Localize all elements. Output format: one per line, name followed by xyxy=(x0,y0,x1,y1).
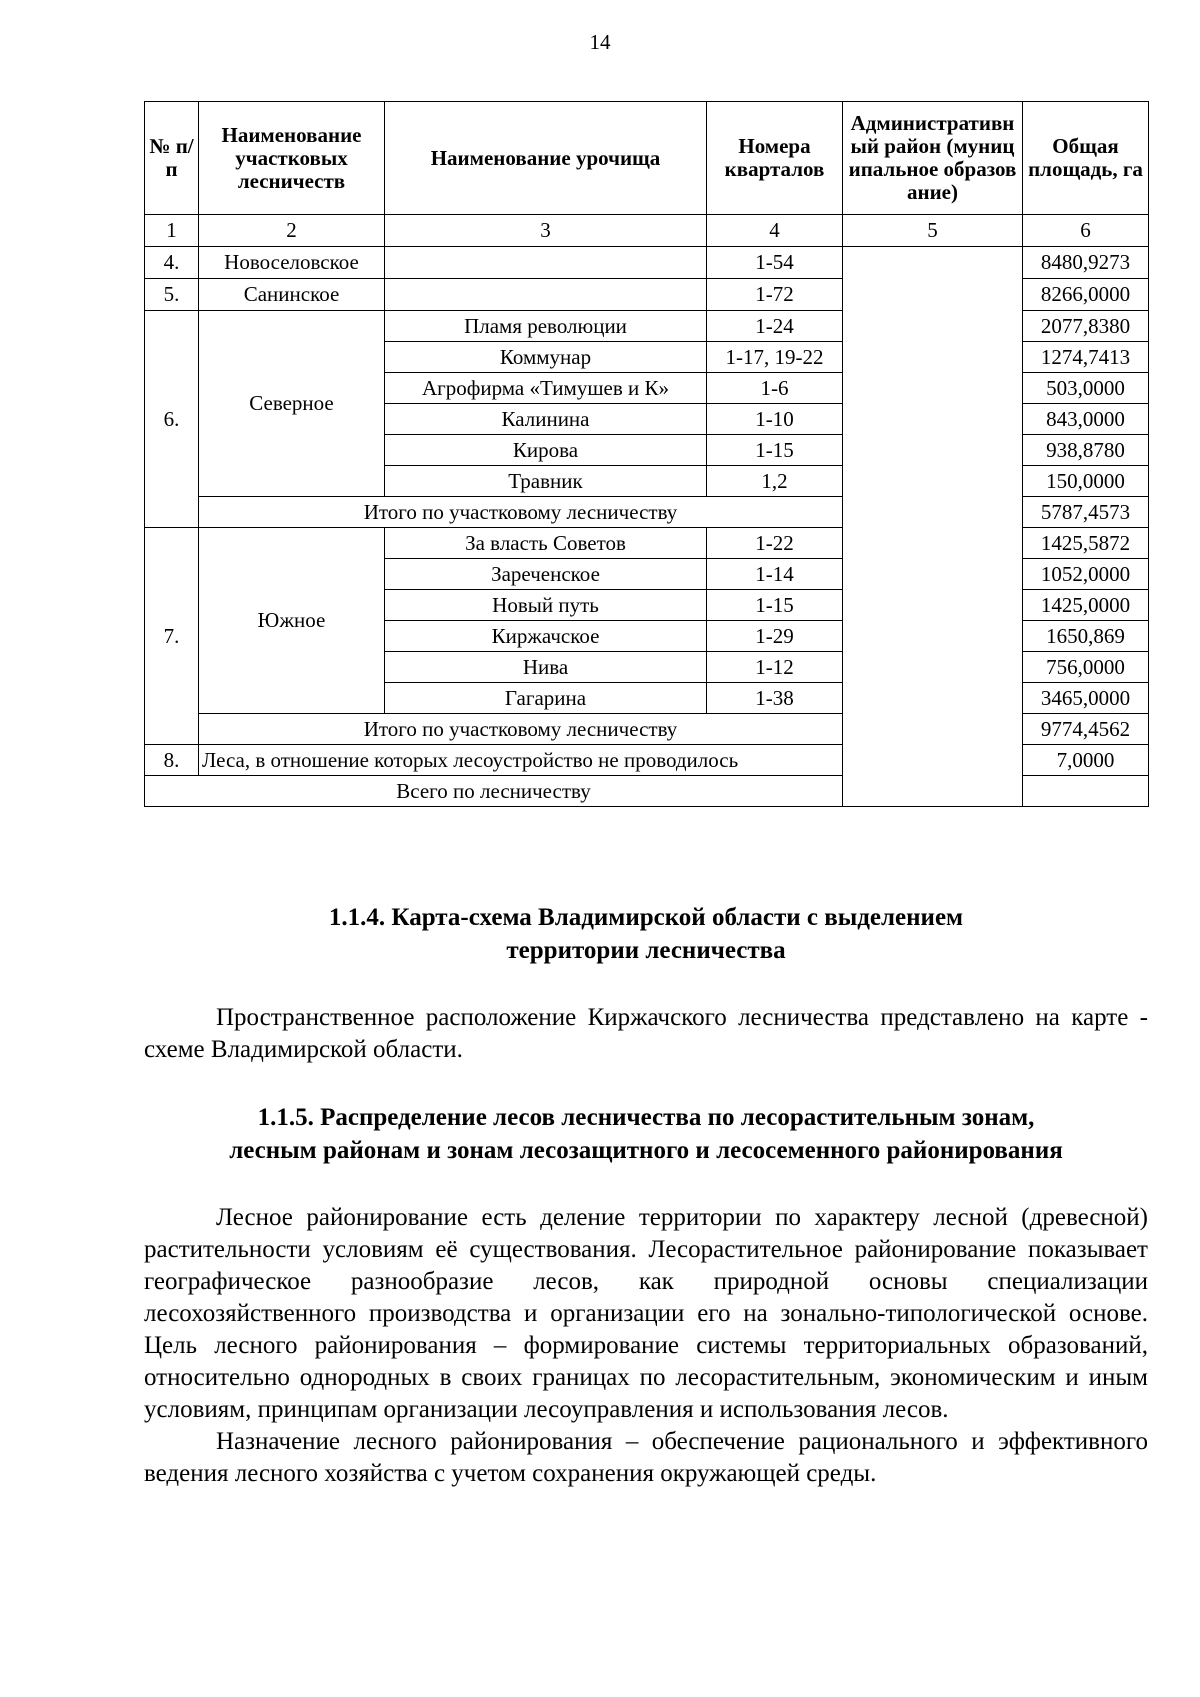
tract-name: Агрофирма «Тимушев и К» xyxy=(385,373,707,404)
area: 1425,5872 xyxy=(1023,528,1149,559)
column-number: 2 xyxy=(199,215,385,247)
area: 8266,0000 xyxy=(1023,279,1149,311)
page-number: 14 xyxy=(589,30,611,54)
paragraph: Назначение лесного районирования – обеспечение рационального и эффективного ведения лесного хозяйства с учетом сохранения окружающей среды. xyxy=(144,1428,1148,1487)
column-number-row xyxy=(145,215,1149,247)
quarters: 1,2 xyxy=(707,466,843,497)
header-district-forestry: Наименование участковых лесничеств xyxy=(199,102,385,215)
area: 1052,0000 xyxy=(1023,559,1149,590)
tract-name: Пламя революции xyxy=(385,311,707,342)
quarters: 1-12 xyxy=(707,652,843,683)
section-114-heading: 1.1.4. Карта-схема Владимирской области с выделением территории лесничества xyxy=(328,904,964,964)
area: 3465,0000 xyxy=(1023,683,1149,714)
grand-total-admin xyxy=(1023,776,1149,807)
section-114-paragraph: Пространственное расположение Киржачского лесничества представлено на карте - схеме Владимирской области. xyxy=(144,1004,1148,1063)
area: 1274,7413 xyxy=(1023,342,1149,373)
table-row xyxy=(145,247,1149,279)
grand-total-label: Всего по лесничеству xyxy=(145,776,843,807)
quarters: 1-38 xyxy=(707,683,843,714)
quarters: 1-29 xyxy=(707,621,843,652)
area: 938,8780 xyxy=(1023,435,1149,466)
subtotal-area: 5787,4573 xyxy=(1023,497,1149,528)
area: 150,0000 xyxy=(1023,466,1149,497)
quarters: 1-15 xyxy=(707,590,843,621)
tract-name: Киржачское xyxy=(385,621,707,652)
quarters: 1-6 xyxy=(707,373,843,404)
tract-name: Нива xyxy=(385,652,707,683)
tract-name: Гагарина xyxy=(385,683,707,714)
tract-name xyxy=(385,247,707,279)
column-number: 3 xyxy=(385,215,707,247)
quarters: 1-15 xyxy=(707,435,843,466)
admin-district-cell xyxy=(843,247,1023,807)
forestry-name: Новоселовское xyxy=(199,247,385,279)
area: 8480,9273 xyxy=(1023,247,1149,279)
header-quarters: Номера кварталов xyxy=(707,102,843,215)
paragraph: Лесное районирование есть деление территории по характеру лесной (древесной) растительности условиям её существования. Лесорастительное районирование показывает географическое разнообразие лесов, как природной основы специализации лесохозяйственного производства и организации его на зонально-типологической основе. Цель лесного районирования – формирование системы территориальных образований, относительно однородных в своих границах по лесорастительным, экономическим и иным условиям, принципам организации лесоуправления и использования лесов. xyxy=(144,1204,1148,1423)
area: 843,0000 xyxy=(1023,404,1149,435)
header-tract: Наименование урочища xyxy=(385,102,707,215)
area: 1425,0000 xyxy=(1023,590,1149,621)
area: 7,0000 xyxy=(1023,745,1149,776)
row-num: 4. xyxy=(145,247,199,279)
forestry-name: Северное xyxy=(199,311,385,497)
tract-name: Новый путь xyxy=(385,590,707,621)
forestry-table xyxy=(144,101,1149,807)
forestry-name: Южное xyxy=(199,528,385,714)
quarters: 1-17, 19-22 xyxy=(707,342,843,373)
area: 1650,869 xyxy=(1023,621,1149,652)
column-number: 1 xyxy=(145,215,199,247)
row-num: 8. xyxy=(145,745,199,776)
header-num: № п/п xyxy=(145,102,199,215)
row-num: 6. xyxy=(145,311,199,528)
header-admin-district: Административный район (муниципальное образование) xyxy=(843,102,1023,215)
tract-name: Калинина xyxy=(385,404,707,435)
area: 503,0000 xyxy=(1023,373,1149,404)
subtotal-area: 9774,4562 xyxy=(1023,714,1149,745)
quarters: 1-54 xyxy=(707,247,843,279)
subtotal-label: Итого по участковому лесничеству xyxy=(199,714,843,745)
tract-name xyxy=(385,279,707,311)
tract-name: За власть Советов xyxy=(385,528,707,559)
header-area: Общая площадь, га xyxy=(1023,102,1149,215)
tract-name: Травник xyxy=(385,466,707,497)
quarters: 1-72 xyxy=(707,279,843,311)
tract-name: Кирова xyxy=(385,435,707,466)
quarters: 1-22 xyxy=(707,528,843,559)
tract-name: Коммунар xyxy=(385,342,707,373)
column-number: 5 xyxy=(843,215,1023,247)
subtotal-label: Итого по участковому лесничеству xyxy=(199,497,843,528)
forestry-name: Леса, в отношение которых лесоустройство не проводилось xyxy=(199,745,843,776)
row-num: 7. xyxy=(145,528,199,745)
column-number: 6 xyxy=(1023,215,1149,247)
column-number: 4 xyxy=(707,215,843,247)
tract-name: Зареченское xyxy=(385,559,707,590)
area: 2077,8380 xyxy=(1023,311,1149,342)
table-header-row xyxy=(145,102,1149,215)
section-115-heading: 1.1.5. Распределение лесов лесничества по лесорастительным зонам, лесным районам и зонам лесозащитного и лесосеменного районирования xyxy=(229,1104,1063,1164)
quarters: 1-24 xyxy=(707,311,843,342)
section-115-body xyxy=(144,1202,1148,1490)
area: 756,0000 xyxy=(1023,652,1149,683)
row-num: 5. xyxy=(145,279,199,311)
forestry-name: Санинское xyxy=(199,279,385,311)
quarters: 1-14 xyxy=(707,559,843,590)
quarters: 1-10 xyxy=(707,404,843,435)
